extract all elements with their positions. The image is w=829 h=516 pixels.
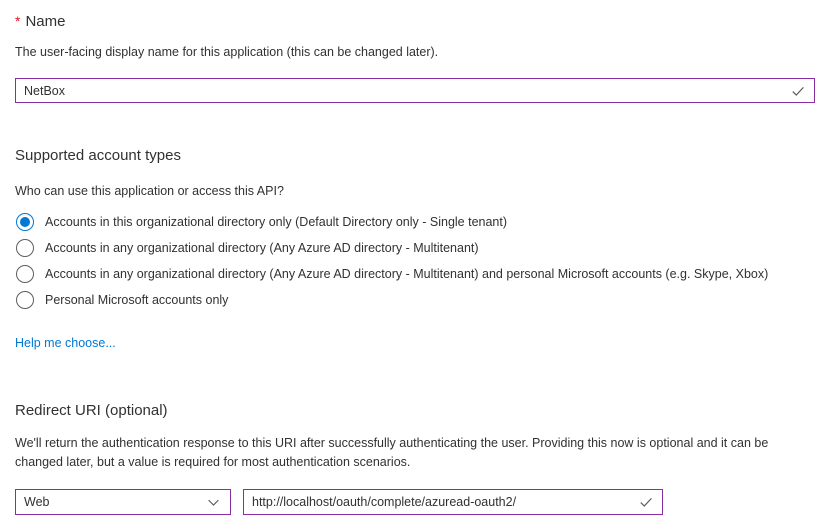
name-section bbox=[15, 11, 815, 103]
radio-input-multitenant-personal[interactable] bbox=[16, 265, 34, 283]
chevron-down-icon bbox=[206, 495, 221, 510]
help-me-choose-link[interactable]: Help me choose... bbox=[15, 336, 116, 350]
platform-select-value: Web bbox=[24, 495, 50, 509]
radio-label: Accounts in any organizational directory (Any Azure AD directory - Multitenant) bbox=[45, 240, 479, 255]
radio-label: Accounts in this organizational directory only (Default Directory only - Single tenant) bbox=[45, 214, 508, 229]
name-field-label bbox=[15, 11, 815, 32]
section-title-supported-account-types: Supported account types bbox=[15, 147, 181, 164]
radio-option-personal-only[interactable] bbox=[15, 287, 815, 313]
redirect-uri-description: We'll return the authentication response to this URI after successfully authenticating the user. Providing this now is optional and it can be changed later, but a value is required for most authentication scenarios. bbox=[15, 436, 769, 469]
required-asterisk: * bbox=[15, 13, 21, 29]
name-input-wrapper bbox=[15, 78, 815, 103]
redirect-uri-input[interactable] bbox=[243, 489, 663, 515]
redirect-uri-section bbox=[15, 400, 815, 515]
account-type-radio-group bbox=[15, 209, 815, 313]
radio-label: Personal Microsoft accounts only bbox=[45, 292, 229, 307]
radio-input-single-tenant[interactable] bbox=[16, 213, 34, 231]
name-input[interactable] bbox=[15, 78, 815, 103]
name-label-text: Name bbox=[25, 13, 66, 30]
radio-label: Accounts in any organizational directory (Any Azure AD directory - Multitenant) and personal Microsoft accounts (e.g. Skype, Xbox) bbox=[45, 266, 769, 281]
radio-input-personal-only[interactable] bbox=[16, 291, 34, 309]
redirect-uri-row bbox=[15, 489, 815, 515]
platform-select[interactable] bbox=[15, 489, 231, 515]
redirect-uri-input-wrapper bbox=[243, 489, 663, 515]
radio-option-multitenant-personal[interactable] bbox=[15, 261, 815, 287]
radio-input-multitenant[interactable] bbox=[16, 239, 34, 257]
radio-option-multitenant[interactable] bbox=[15, 235, 815, 261]
section-title-redirect-uri: Redirect URI (optional) bbox=[15, 402, 168, 419]
account-types-question: Who can use this application or access this API? bbox=[15, 184, 284, 198]
supported-account-types-section bbox=[15, 145, 815, 352]
name-description: The user-facing display name for this application (this can be changed later). bbox=[15, 45, 439, 59]
radio-option-single-tenant[interactable] bbox=[15, 209, 815, 235]
